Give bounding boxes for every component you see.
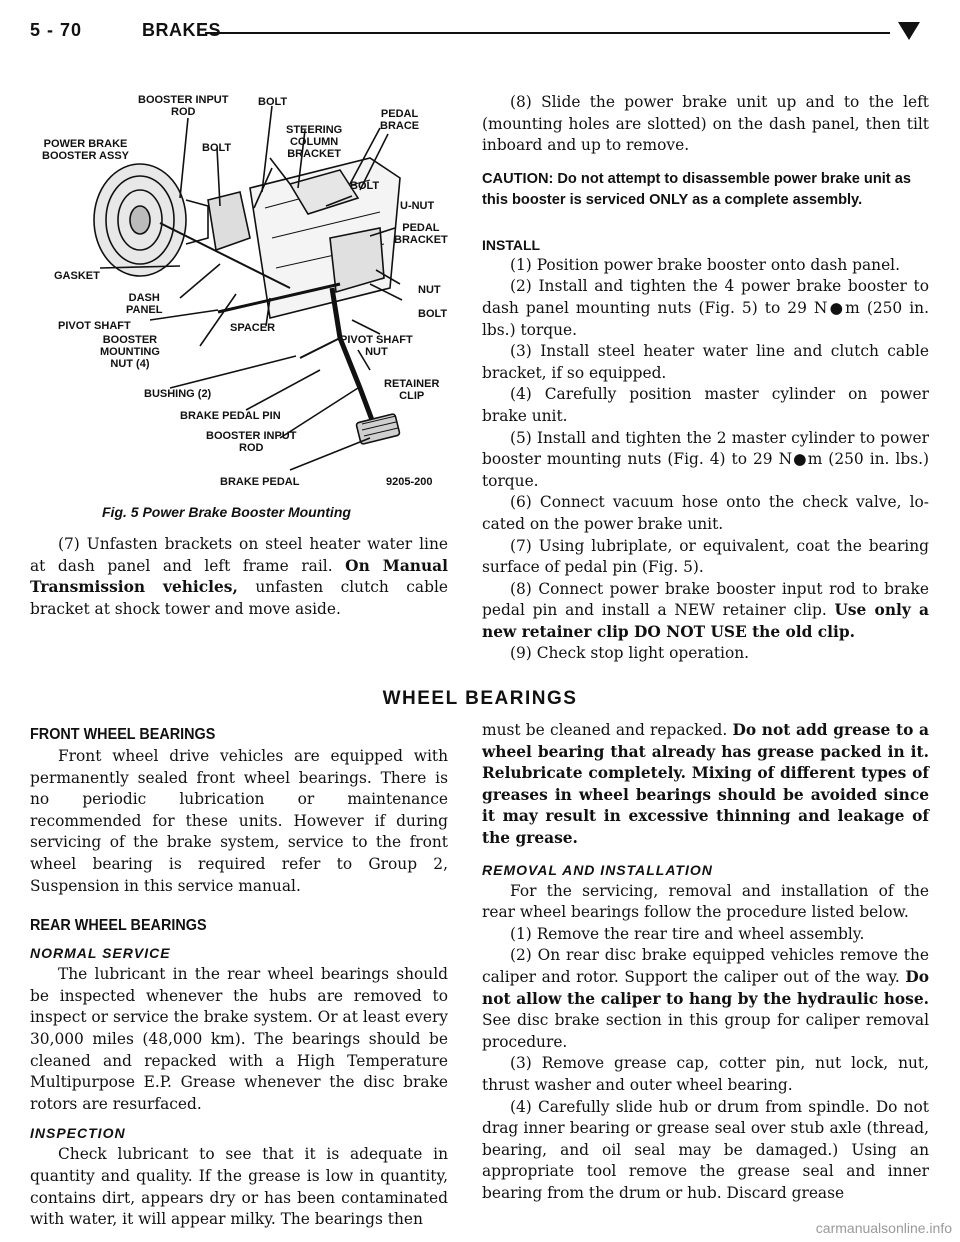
watermark: carmanualsonline.info (815, 1220, 952, 1236)
label-power-brake-booster-assy: POWER BRAKE BOOSTER ASSY (42, 138, 129, 162)
install-step-9: (9) Check stop light operation. (510, 644, 750, 663)
install-step-8 (482, 579, 929, 644)
step-8-paragraph: (8) Slide the power brake unit up and to the left (mounting holes are slotted) on the dash panel, then tilt inboard and up to remove. (482, 93, 929, 155)
label-booster-mounting-nut: BOOSTER MOUNTING NUT (4) (100, 334, 160, 370)
label-pivot-shaft-nut: PIVOT SHAFT NUT (340, 334, 413, 358)
install-step-4: (4) Carefully position master cylinder on power brake unit. (482, 385, 929, 425)
normal-service-paragraph: The lubricant in the rear wheel bearings should be inspected whenever the hubs are removed to inspect or service the brake system. Or at least every 30,000 miles (48,000 km). The bearings should be cleaned and repacked with a High Temperature Multipurpose E.P. Grease whenever the disc brake rotors are resurfaced. (30, 965, 448, 1113)
repack-bold: Do not add grease to a wheel bearing that already has grease packed in it. Relubricate completely. Mixing of different types of greases in wheel bearings should be avoided since it may result in excessive thinning and leakage of the grease. (482, 721, 929, 847)
label-brake-pedal: BRAKE PEDAL (220, 476, 300, 488)
left-bottom-column (30, 724, 448, 1231)
install-step-2: (2) Install and tighten the 4 power brake booster to dash panel mounting nuts (Fig. 5) to 29 N●m (250 in. lbs.) torque. (482, 277, 929, 339)
label-pedal-brace: PEDAL BRACE (380, 108, 420, 132)
removal-step-2-bold: Do not allow the caliper to hang by the hydraulic hose. (482, 967, 929, 1008)
right-bottom-column (482, 720, 929, 1204)
inspection-heading: INSPECTION (30, 1125, 126, 1142)
removal-intro: For the servicing, removal and installation of the rear wheel bearings follow the procedure listed below. (482, 881, 929, 922)
figure-code: 9205-200 (386, 476, 433, 488)
label-bolt-right: BOLT (350, 180, 380, 192)
page-number: 5 - 70 (30, 20, 83, 40)
install-step-6: (6) Connect vacuum hose onto the check valve, located on the power brake unit. (482, 493, 929, 533)
install-step-3: (3) Install steel heater water line and clutch cable bracket, if so equipped. (482, 342, 929, 382)
label-brake-pedal-pin: BRAKE PEDAL PIN (180, 410, 281, 422)
label-spacer: SPACER (230, 322, 276, 334)
label-bolt-lower: BOLT (418, 308, 448, 320)
step-7-paragraph (30, 534, 448, 620)
install-step-8-text: (8) Connect power brake booster input rod to brake pedal pin and install a NEW retainer clip. (482, 579, 929, 620)
label-steering-column-bracket: STEERING COLUMN BRACKET (286, 124, 343, 160)
label-pivot-shaft: PIVOT SHAFT (58, 320, 131, 332)
removal-step-2-text: (2) On rear disc brake equipped vehicles remove the caliper and rotor. Support the caliper out of the way. (482, 946, 929, 986)
header-rule (205, 32, 890, 34)
label-dash-panel: DASH PANEL (126, 292, 163, 316)
front-wheel-bearings-heading: FRONT WHEEL BEARINGS (30, 726, 216, 743)
install-heading: INSTALL (482, 236, 541, 253)
removal-step-1: (1) Remove the rear tire and wheel assembly. (510, 924, 865, 943)
normal-service-heading: NORMAL SERVICE (30, 945, 171, 962)
label-gasket: GASKET (54, 270, 100, 282)
label-retainer-clip: RETAINER CLIP (384, 378, 440, 402)
front-wheel-bearings-paragraph: Front wheel drive vehicles are equipped with permanently sealed front wheel bearings. There is no periodic lubrication or maintenance recommended for these units. However if during servicing of the brake system, service to the front wheel bearing is required refer to Group 2, Suspension in this service manual. (30, 747, 448, 895)
label-pedal-bracket: PEDAL BRACKET (394, 222, 448, 246)
step-7-bold: On Manual Transmission vehicles, (30, 556, 449, 597)
rear-wheel-bearings-heading: REAR WHEEL BEARINGS (30, 917, 207, 935)
repack-paragraph (482, 720, 929, 850)
inspection-paragraph: Check lubricant to see that it is adequate in quantity and quality. If the grease is low in quantity, contains dirt, appears dry or has been contaminated with water, it will appear milky. The bearings then (30, 1145, 448, 1229)
removal-step-3: (3) Remove grease cap, cotter pin, nut lock, nut, thrust washer and outer wheel bearing. (482, 1054, 929, 1094)
label-bolt-left: BOLT (202, 142, 232, 154)
step-7-text-end: unfasten clutch cable bracket at shock tower and move aside. (30, 578, 448, 618)
label-bushing: BUSHING (2) (144, 388, 212, 400)
removal-step-2 (482, 945, 929, 1053)
brake-booster-figure (40, 88, 452, 500)
left-top-column (30, 534, 448, 620)
removal-step-2-text-end: See disc brake section in this group for caliper removal procedure. (482, 1011, 929, 1051)
step-7-text: (7) Unfasten brackets on steel heater water line at dash panel and left frame rail. (30, 535, 448, 575)
section-title: BRAKES (142, 20, 222, 40)
install-step-1: (1) Position power brake booster onto dash panel. (510, 255, 900, 274)
removal-step-4: (4) Carefully slide hub or drum from spindle. Do not drag inner bearing or grease seal over stub axle (thread, bearing, and oil seal may be damaged.) Using an appropriate tool remove the grease seal and inner bearing from the drum or hub. Discard grease (482, 1097, 929, 1202)
wheel-bearings-heading: WHEEL BEARINGS (382, 688, 578, 709)
label-booster-input-rod-bottom: BOOSTER INPUT ROD (206, 430, 297, 454)
label-u-nut: U-NUT (400, 200, 435, 212)
chrysler-pentastar-triangle-icon (898, 22, 920, 40)
install-step-8-bold: Use only a new retainer clip DO NOT USE the old clip. (482, 601, 929, 641)
right-top-column (482, 92, 929, 665)
install-step-7: (7) Using lubriplate, or equivalent, coat the bearing surface of pedal pin (Fig. 5). (482, 536, 929, 577)
label-nut: NUT (418, 284, 441, 296)
install-step-5: (5) Install and tighten the 2 master cylinder to power booster mounting nuts (Fig. 4) to 29 N●m (250 in. lbs.) torque. (482, 428, 929, 490)
caution-note: CAUTION: Do not attempt to disassemble power brake unit as this booster is serviced ONLY as a complete assembly. (482, 170, 911, 208)
figure-caption: Fig. 5 Power Brake Booster Mounting (102, 504, 351, 520)
label-booster-input-rod-top: BOOSTER INPUT ROD (138, 94, 229, 118)
removal-installation-heading: REMOVAL AND INSTALLATION (482, 861, 713, 878)
repack-text: must be cleaned and repacked. (482, 721, 733, 739)
label-bolt-top: BOLT (258, 96, 288, 108)
